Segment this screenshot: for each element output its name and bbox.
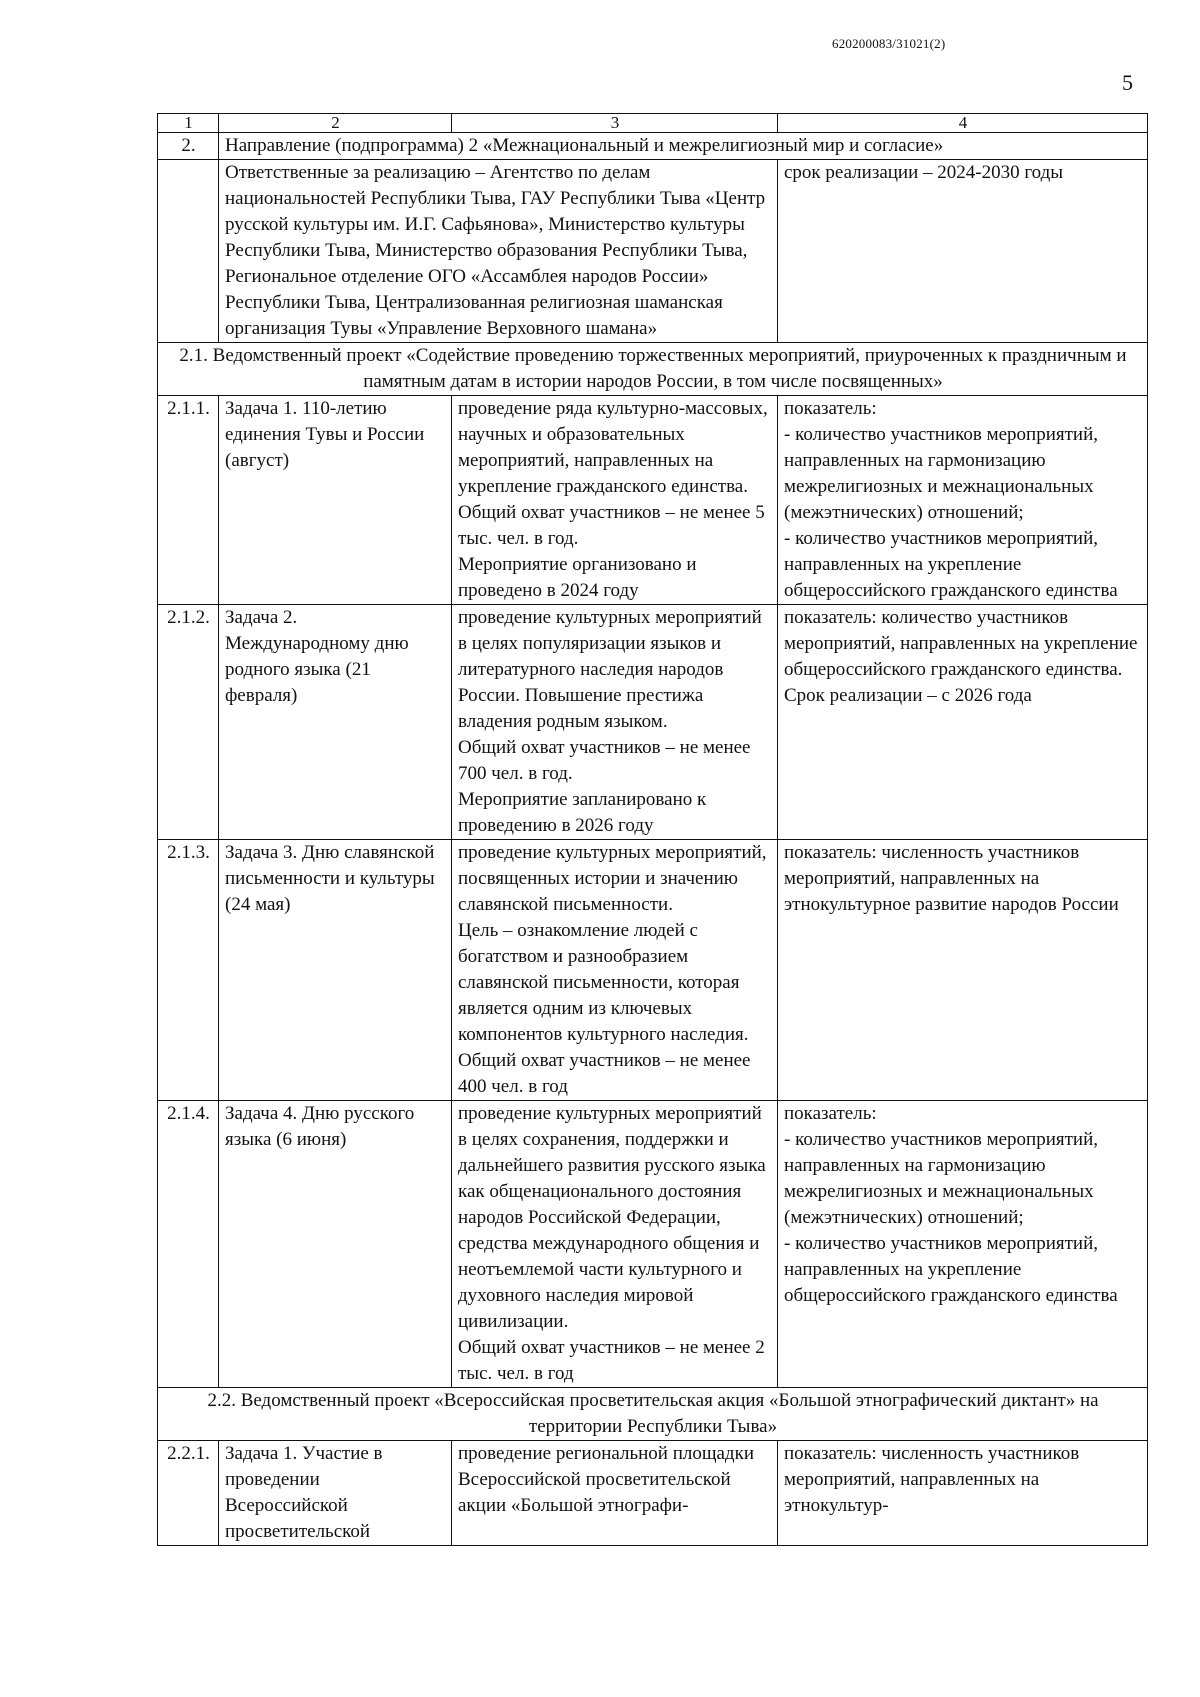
description-cell <box>452 840 778 1101</box>
project-title-row <box>158 1388 1148 1441</box>
indicator-line: показатель: <box>784 1103 877 1124</box>
direction-title-row <box>158 133 1148 160</box>
row-number: 2.1.4. <box>158 1101 219 1388</box>
column-header: 1 <box>158 114 219 133</box>
indicator-cell <box>778 840 1148 1101</box>
table-row <box>158 840 1148 1101</box>
indicator-line: показатель: количество участников мероприятий, направленных на укрепление общероссийского гражданского единства. <box>784 607 1138 680</box>
column-header: 2 <box>219 114 452 133</box>
direction-responsible-row <box>158 160 1148 343</box>
document-id: 620200083/31021(2) <box>832 36 946 51</box>
task-cell: Задача 2. Международному дню родного языка (21 февраля) <box>219 605 452 840</box>
description-line: проведение культурных мероприятий в целях популяризации языков и литературного наследия народов России. Повышение престижа владения родным языком. <box>458 607 762 732</box>
project-title: 2.2. Ведомственный проект «Всероссийская просветительская акция «Большой этнографический диктант» на территории Республики Тыва» <box>158 1388 1148 1441</box>
indicator-line: Срок реализации – с 2026 года <box>784 685 1032 706</box>
row-number: 2.1.3. <box>158 840 219 1101</box>
indicator-cell <box>778 396 1148 605</box>
indicator-cell <box>778 1441 1148 1546</box>
description-cell <box>452 1441 778 1546</box>
description-line: проведение региональной площадки Всероссийской просветительской акции «Большой этнографи- <box>458 1443 755 1516</box>
project-title: 2.1. Ведомственный проект «Содействие проведению торжественных мероприятий, приуроченных к праздничным и памятным датам в истории народов России, в том числе посвященных» <box>158 343 1148 396</box>
program-table <box>157 113 1148 1546</box>
description-line: Общий охват участников – не менее 400 чел. в год <box>458 1050 751 1097</box>
description-line: Мероприятие организовано и проведено в 2024 году <box>458 554 697 601</box>
column-header: 4 <box>778 114 1148 133</box>
row-number: 2.1.2. <box>158 605 219 840</box>
direction-period: срок реализации – 2024-2030 годы <box>778 160 1148 343</box>
description-line: Мероприятие запланировано к проведению в 2026 году <box>458 789 707 836</box>
direction-title: Направление (подпрограмма) 2 «Межнациональный и межрелигиозный мир и согласие» <box>219 133 1148 160</box>
indicator-line: - количество участников мероприятий, направленных на укрепление общероссийского гражданского единства <box>784 1233 1118 1306</box>
page-number: 5 <box>1122 70 1133 95</box>
table-row <box>158 1441 1148 1546</box>
description-line: Цель – ознакомление людей с богатством и разнообразием славянской письменности, которая является одним из ключевых компонентов культурного наследия. <box>458 920 749 1045</box>
table-row <box>158 605 1148 840</box>
project-title-row <box>158 343 1148 396</box>
description-line: Общий охват участников – не менее 2 тыс. чел. в год <box>458 1337 765 1384</box>
description-cell <box>452 605 778 840</box>
empty-cell <box>158 160 219 343</box>
indicator-line: показатель: численность участников мероприятий, направленных на этнокультур- <box>784 1443 1080 1516</box>
task-cell: Задача 4. Дню русского языка (6 июня) <box>219 1101 452 1388</box>
column-header-row <box>158 114 1148 133</box>
indicator-cell <box>778 1101 1148 1388</box>
task-cell: Задача 1. Участие в проведении Всероссийской просветительской <box>219 1441 452 1546</box>
indicator-cell <box>778 605 1148 840</box>
description-line: Общий охват участников – не менее 5 тыс. чел. в год. <box>458 502 765 549</box>
indicator-line: показатель: <box>784 398 877 419</box>
table-row <box>158 1101 1148 1388</box>
direction-responsible: Ответственные за реализацию – Агентство по делам национальностей Республики Тыва, ГАУ Республики Тыва «Центр русской культуры им. И.Г. Сафьянова», Министерство культуры Республики Тыва, Министерство образования Республики Тыва, Региональное отделение ОГО «Ассамблея народов России» Республики Тыва, Централизованная религиозная шаманская организация Тувы «Управление Верховного шамана» <box>219 160 778 343</box>
description-cell <box>452 396 778 605</box>
description-line: проведение культурных мероприятий, посвященных истории и значению славянской письменности. <box>458 842 767 915</box>
task-cell: Задача 1. 110-летию единения Тувы и России (август) <box>219 396 452 605</box>
table-row <box>158 396 1148 605</box>
row-number: 2.2.1. <box>158 1441 219 1546</box>
column-header: 3 <box>452 114 778 133</box>
description-line: Общий охват участников – не менее 700 чел. в год. <box>458 737 751 784</box>
description-cell <box>452 1101 778 1388</box>
description-line: проведение культурных мероприятий в целях сохранения, поддержки и дальнейшего развития русского языка как общенационального достояния народов Российской Федерации, средства международного общения и неотъемлемой части культурного и духовного наследия мировой цивилизации. <box>458 1103 766 1332</box>
indicator-line: - количество участников мероприятий, направленных на гармонизацию межрелигиозных и межнациональных (межэтнических) отношений; <box>784 424 1099 523</box>
row-number: 2. <box>158 133 219 160</box>
indicator-line: - количество участников мероприятий, направленных на укрепление общероссийского гражданского единства <box>784 528 1118 601</box>
row-number: 2.1.1. <box>158 396 219 605</box>
task-cell: Задача 3. Дню славянской письменности и культуры (24 мая) <box>219 840 452 1101</box>
description-line: проведение ряда культурно-массовых, научных и образовательных мероприятий, направленных на укрепление гражданского единства. <box>458 398 768 497</box>
indicator-line: - количество участников мероприятий, направленных на гармонизацию межрелигиозных и межнациональных (межэтнических) отношений; <box>784 1129 1099 1228</box>
indicator-line: показатель: численность участников мероприятий, направленных на этнокультурное развитие народов России <box>784 842 1119 915</box>
